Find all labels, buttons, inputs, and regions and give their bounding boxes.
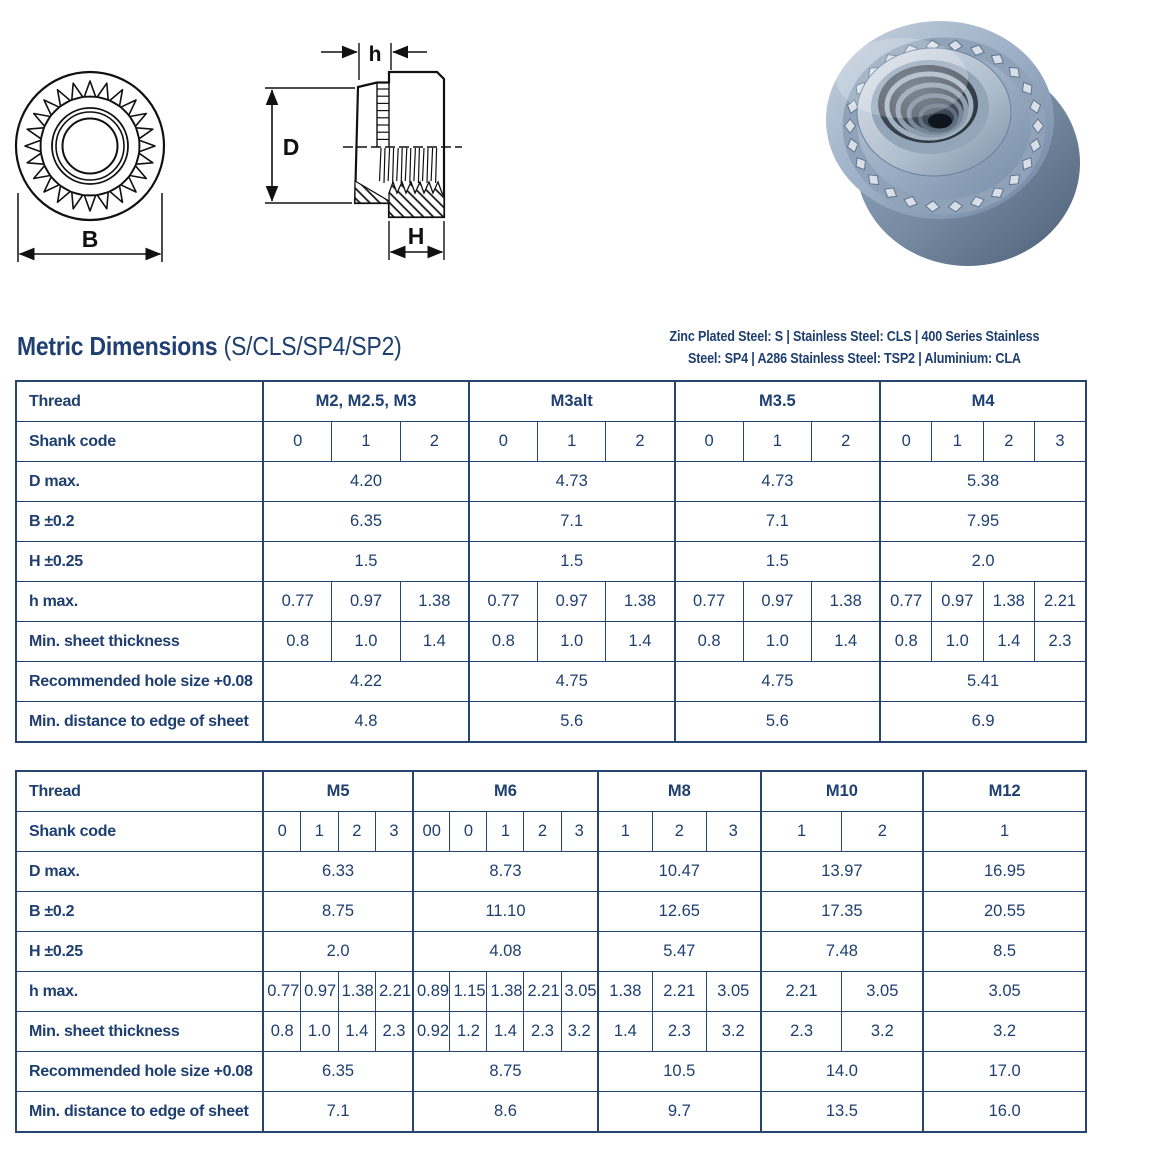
cell-m8-min_sheet-0: 1.4 <box>598 1012 652 1052</box>
cell-m2m25m3-h_cap: 1.5 <box>263 542 469 582</box>
cell-m4-shank_codes-3: 3 <box>1035 422 1087 462</box>
cell-m5-h_cap: 2.0 <box>263 932 413 972</box>
cell-m5-h_max-0: 0.77 <box>263 972 300 1012</box>
cell-m35-h_max-0: 0.77 <box>675 582 744 622</box>
cell-m3alt-hole: 4.75 <box>469 662 675 702</box>
table-holder-upper <box>15 380 1087 743</box>
cell-m5-h_max-1: 0.97 <box>301 972 338 1012</box>
cell-m12-shank_codes-0: 1 <box>923 812 1086 852</box>
cell-m4-h_max-3: 2.21 <box>1035 582 1087 622</box>
cell-m6-h_max-4: 3.05 <box>561 972 598 1012</box>
cell-m5-shank_codes-2: 2 <box>338 812 375 852</box>
row-label: Thread <box>16 771 263 812</box>
cell-m5-hole: 6.35 <box>263 1052 413 1092</box>
cell-m5-d_max: 6.33 <box>263 852 413 892</box>
cell-m3alt-shank_codes-2: 2 <box>606 422 675 462</box>
materials-legend <box>653 326 1056 370</box>
cell-m10-edge: 13.5 <box>761 1092 924 1133</box>
cell-m2m25m3-h_max-2: 1.38 <box>400 582 469 622</box>
cell-m6-h_max-2: 1.38 <box>487 972 524 1012</box>
row-label: h max. <box>16 972 263 1012</box>
front-view-drawing <box>8 58 188 283</box>
cell-m4-h_max-2: 1.38 <box>983 582 1034 622</box>
cell-m8-edge: 9.7 <box>598 1092 761 1133</box>
cell-m5-min_sheet-1: 1.0 <box>301 1012 338 1052</box>
cell-m4-min_sheet-1: 1.0 <box>932 622 983 662</box>
row-label: D max. <box>16 852 263 892</box>
cell-m6-min_sheet-2: 1.4 <box>487 1012 524 1052</box>
cell-m2m25m3-min_sheet-1: 1.0 <box>332 622 401 662</box>
row-label: Thread <box>16 381 263 422</box>
row-label: Shank code <box>16 812 263 852</box>
cell-m3alt-h_max-2: 1.38 <box>606 582 675 622</box>
cell-m3alt-edge: 5.6 <box>469 702 675 743</box>
row-label: Recommended hole size +0.08 <box>16 662 263 702</box>
cell-m2m25m3-shank_codes-1: 1 <box>332 422 401 462</box>
cell-m2m25m3-shank_codes-2: 2 <box>400 422 469 462</box>
cell-m3alt-min_sheet-1: 1.0 <box>537 622 606 662</box>
cell-m4-min_sheet-2: 1.4 <box>983 622 1034 662</box>
materials-line-2: Steel: SP4 | A286 Stainless Steel: TSP2 | Aluminium: CLA <box>687 350 1021 367</box>
cell-m12-h_cap: 8.5 <box>923 932 1086 972</box>
cell-m2m25m3-min_sheet-2: 1.4 <box>400 622 469 662</box>
cell-m35-shank_codes-0: 0 <box>675 422 744 462</box>
cell-m35-h_cap: 1.5 <box>675 542 881 582</box>
cell-m4-h_cap: 2.0 <box>880 542 1086 582</box>
cell-m6-shank_codes-2: 1 <box>487 812 524 852</box>
cell-m10-thread: M10 <box>761 771 924 812</box>
cell-m10-d_max: 13.97 <box>761 852 924 892</box>
thread-hole-circle <box>63 119 118 174</box>
cell-m6-shank_codes-0: 00 <box>413 812 450 852</box>
dim-label-d: D <box>282 134 300 160</box>
cell-m3alt-d_max: 4.73 <box>469 462 675 502</box>
cell-m8-min_sheet-2: 3.2 <box>706 1012 760 1052</box>
row-label: H ±0.25 <box>16 542 263 582</box>
page-title <box>17 331 402 361</box>
cell-m10-min_sheet-1: 3.2 <box>842 1012 923 1052</box>
cell-m35-d_max: 4.73 <box>675 462 881 502</box>
title-suffix: (S/CLS/SP4/SP2) <box>223 331 402 361</box>
title-main: Metric Dimensions <box>17 331 218 361</box>
cell-m2m25m3-min_sheet-0: 0.8 <box>263 622 332 662</box>
cell-m4-b: 7.95 <box>880 502 1086 542</box>
side-section-drawing <box>255 30 475 270</box>
cell-m10-h_max-0: 2.21 <box>761 972 842 1012</box>
row-label: Min. distance to edge of sheet <box>16 1092 263 1133</box>
cell-m2m25m3-edge: 4.8 <box>263 702 469 743</box>
cell-m35-thread: M3.5 <box>675 381 881 422</box>
cell-m5-shank_codes-0: 0 <box>263 812 300 852</box>
cell-m6-min_sheet-3: 2.3 <box>524 1012 561 1052</box>
cell-m8-shank_codes-2: 3 <box>706 812 760 852</box>
cell-m12-h_max-0: 3.05 <box>923 972 1086 1012</box>
highlight <box>836 38 968 118</box>
cell-m4-shank_codes-1: 1 <box>932 422 983 462</box>
cell-m12-thread: M12 <box>923 771 1086 812</box>
serration-teeth <box>25 81 155 211</box>
cell-m3alt-h_cap: 1.5 <box>469 542 675 582</box>
cell-m10-h_max-1: 3.05 <box>842 972 923 1012</box>
cell-m2m25m3-d_max: 4.20 <box>263 462 469 502</box>
cell-m10-min_sheet-0: 2.3 <box>761 1012 842 1052</box>
cell-m6-d_max: 8.73 <box>413 852 598 892</box>
cell-m5-b: 8.75 <box>263 892 413 932</box>
cell-m10-shank_codes-1: 2 <box>842 812 923 852</box>
metric-dimensions-table-upper <box>15 380 1087 743</box>
cell-m8-shank_codes-0: 1 <box>598 812 652 852</box>
cell-m35-min_sheet-1: 1.0 <box>743 622 812 662</box>
cell-m8-d_max: 10.47 <box>598 852 761 892</box>
cell-m3alt-shank_codes-1: 1 <box>537 422 606 462</box>
cell-m6-h_max-3: 2.21 <box>524 972 561 1012</box>
cell-m2m25m3-h_max-1: 0.97 <box>332 582 401 622</box>
cell-m10-shank_codes-0: 1 <box>761 812 842 852</box>
cell-m6-thread: M6 <box>413 771 598 812</box>
cell-m10-b: 17.35 <box>761 892 924 932</box>
cell-m4-h_max-1: 0.97 <box>932 582 983 622</box>
cell-m8-h_cap: 5.47 <box>598 932 761 972</box>
cell-m6-shank_codes-3: 2 <box>524 812 561 852</box>
cell-m3alt-h_max-0: 0.77 <box>469 582 538 622</box>
cell-m4-min_sheet-3: 2.3 <box>1035 622 1087 662</box>
cell-m5-edge: 7.1 <box>263 1092 413 1133</box>
cell-m2m25m3-hole: 4.22 <box>263 662 469 702</box>
cell-m35-shank_codes-1: 1 <box>743 422 812 462</box>
cell-m4-hole: 5.41 <box>880 662 1086 702</box>
cell-m8-hole: 10.5 <box>598 1052 761 1092</box>
cell-m4-min_sheet-0: 0.8 <box>880 622 931 662</box>
cell-m8-h_max-1: 2.21 <box>652 972 706 1012</box>
cell-m3alt-h_max-1: 0.97 <box>537 582 606 622</box>
cell-m5-shank_codes-3: 3 <box>376 812 413 852</box>
cell-m5-min_sheet-3: 2.3 <box>376 1012 413 1052</box>
cell-m4-edge: 6.9 <box>880 702 1086 743</box>
cell-m4-h_max-0: 0.77 <box>880 582 931 622</box>
cell-m10-h_cap: 7.48 <box>761 932 924 972</box>
cell-m8-thread: M8 <box>598 771 761 812</box>
row-label: Min. sheet thickness <box>16 622 263 662</box>
cell-m6-h_max-1: 1.15 <box>450 972 487 1012</box>
row-label: B ±0.2 <box>16 502 263 542</box>
row-label: Shank code <box>16 422 263 462</box>
cell-m4-shank_codes-0: 0 <box>880 422 931 462</box>
cell-m3alt-thread: M3alt <box>469 381 675 422</box>
cell-m6-b: 11.10 <box>413 892 598 932</box>
cell-m2m25m3-h_max-0: 0.77 <box>263 582 332 622</box>
materials-line-1: Zinc Plated Steel: S | Stainless Steel: CLS | 400 Series Stainless <box>669 328 1040 345</box>
cell-m35-hole: 4.75 <box>675 662 881 702</box>
dim-label-b: B <box>81 226 99 252</box>
cell-m35-b: 7.1 <box>675 502 881 542</box>
cell-m35-edge: 5.6 <box>675 702 881 743</box>
cell-m35-min_sheet-2: 1.4 <box>812 622 881 662</box>
dim-label-h: h <box>368 43 382 66</box>
cell-m12-min_sheet-0: 3.2 <box>923 1012 1086 1052</box>
cell-m12-edge: 16.0 <box>923 1092 1086 1133</box>
cell-m6-edge: 8.6 <box>413 1092 598 1133</box>
cell-m5-min_sheet-0: 0.8 <box>263 1012 300 1052</box>
cell-m4-thread: M4 <box>880 381 1086 422</box>
cell-m2m25m3-thread: M2, M2.5, M3 <box>263 381 469 422</box>
cell-m35-h_max-2: 1.38 <box>812 582 881 622</box>
cell-m35-h_max-1: 0.97 <box>743 582 812 622</box>
cell-m6-min_sheet-1: 1.2 <box>450 1012 487 1052</box>
cell-m5-h_max-3: 2.21 <box>376 972 413 1012</box>
cell-m6-h_cap: 4.08 <box>413 932 598 972</box>
cell-m4-d_max: 5.38 <box>880 462 1086 502</box>
product-photo-3d <box>810 0 1100 290</box>
cell-m5-min_sheet-2: 1.4 <box>338 1012 375 1052</box>
row-label: D max. <box>16 462 263 502</box>
cell-m12-d_max: 16.95 <box>923 852 1086 892</box>
cell-m10-hole: 14.0 <box>761 1052 924 1092</box>
cell-m6-shank_codes-4: 3 <box>561 812 598 852</box>
cell-m6-min_sheet-0: 0.92 <box>413 1012 450 1052</box>
cell-m8-b: 12.65 <box>598 892 761 932</box>
cell-m3alt-b: 7.1 <box>469 502 675 542</box>
cell-m3alt-min_sheet-0: 0.8 <box>469 622 538 662</box>
cell-m8-h_max-2: 3.05 <box>706 972 760 1012</box>
cell-m6-h_max-0: 0.89 <box>413 972 450 1012</box>
table-holder-lower <box>15 770 1087 1133</box>
cell-m6-shank_codes-1: 0 <box>450 812 487 852</box>
cell-m2m25m3-shank_codes-0: 0 <box>263 422 332 462</box>
cell-m6-hole: 8.75 <box>413 1052 598 1092</box>
cell-m5-shank_codes-1: 1 <box>301 812 338 852</box>
row-label: Recommended hole size +0.08 <box>16 1052 263 1092</box>
row-label: B ±0.2 <box>16 892 263 932</box>
cell-m5-h_max-2: 1.38 <box>338 972 375 1012</box>
cell-m2m25m3-b: 6.35 <box>263 502 469 542</box>
cell-m5-thread: M5 <box>263 771 413 812</box>
metric-dimensions-table-lower <box>15 770 1087 1133</box>
row-label: H ±0.25 <box>16 932 263 972</box>
row-label: h max. <box>16 582 263 622</box>
cell-m3alt-shank_codes-0: 0 <box>469 422 538 462</box>
cell-m12-hole: 17.0 <box>923 1052 1086 1092</box>
row-label: Min. distance to edge of sheet <box>16 702 263 743</box>
cell-m35-shank_codes-2: 2 <box>812 422 881 462</box>
cell-m12-b: 20.55 <box>923 892 1086 932</box>
dim-label-H: H <box>407 223 425 249</box>
row-label: Min. sheet thickness <box>16 1012 263 1052</box>
cell-m8-shank_codes-1: 2 <box>652 812 706 852</box>
cell-m8-min_sheet-1: 2.3 <box>652 1012 706 1052</box>
cell-m6-min_sheet-4: 3.2 <box>561 1012 598 1052</box>
cell-m3alt-min_sheet-2: 1.4 <box>606 622 675 662</box>
cell-m8-h_max-0: 1.38 <box>598 972 652 1012</box>
cell-m35-min_sheet-0: 0.8 <box>675 622 744 662</box>
cell-m4-shank_codes-2: 2 <box>983 422 1034 462</box>
